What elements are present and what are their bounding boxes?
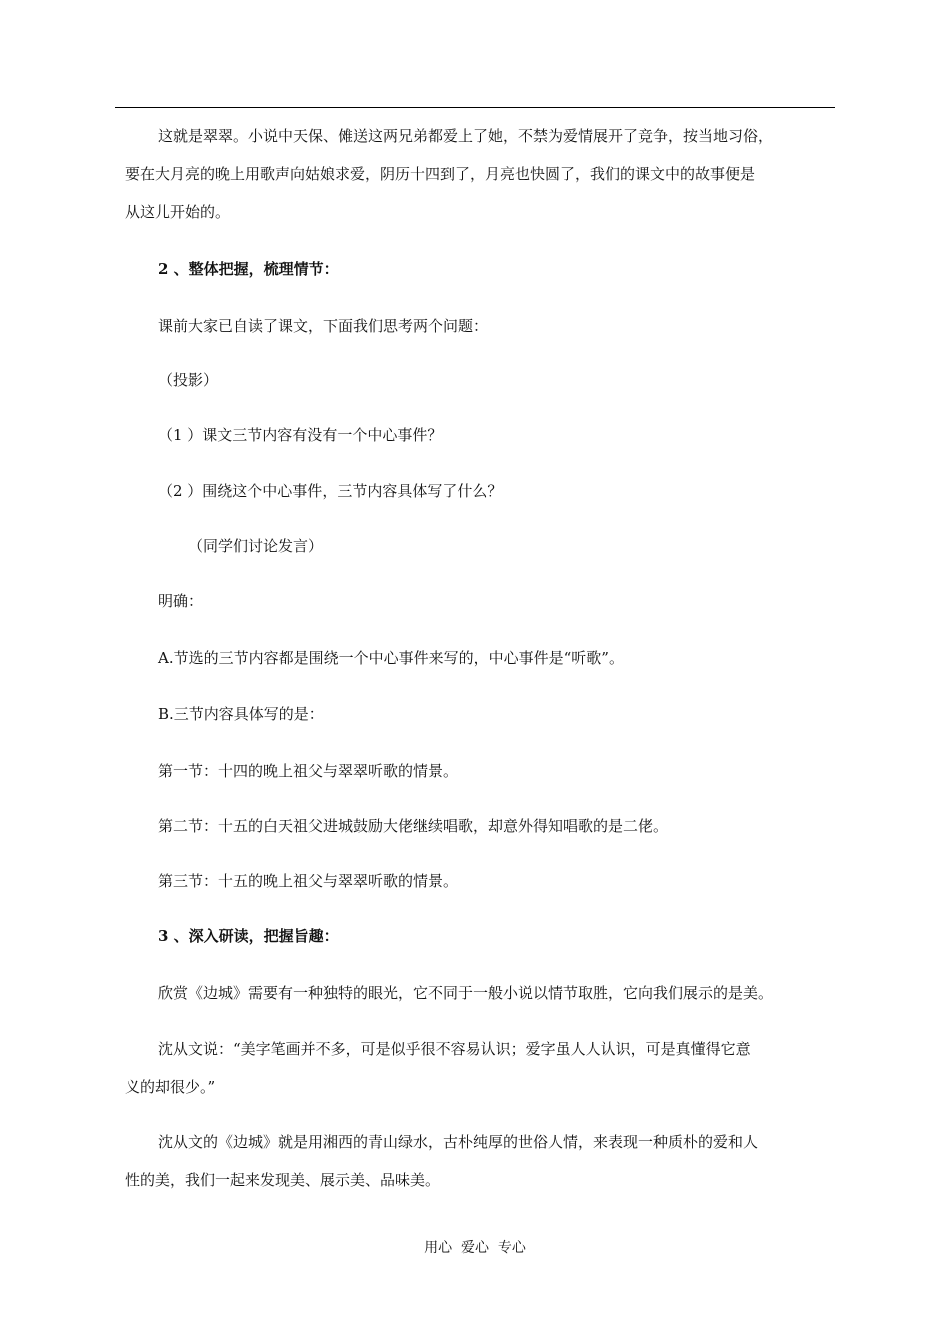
projection-note: （投影） bbox=[158, 371, 219, 389]
paragraph-5-line-1: 沈从文的《边城》就是用湘西的青山绿水，古朴纯厚的世俗人情，来表现一种质朴的爱和人 bbox=[158, 1133, 759, 1151]
paragraph-1-line-3: 从这儿开始的。 bbox=[125, 203, 231, 221]
paragraph-2: 课前大家已自读了课文，下面我们思考两个问题： bbox=[158, 317, 489, 335]
paragraph-1-line-2: 要在大月亮的晚上用歌声向姑娘求爱，阴历十四到了，月亮也快圆了，我们的课文中的故事便是 bbox=[125, 165, 756, 183]
paragraph-5-line-2: 性的美，我们一起来发现美、展示美、品味美。 bbox=[125, 1171, 441, 1189]
paragraph-1-line-1: 这就是翠翠。小说中天保、傩送这两兄弟都爱上了她，不禁为爱情展开了竞争，按当地习俗， bbox=[158, 127, 774, 145]
section-2-summary: 第二节：十五的白天祖父进城鼓励大佬继续唱歌，却意外得知唱歌的是二佬。 bbox=[158, 817, 669, 835]
paragraph-3: 欣赏《边城》需要有一种独特的眼光，它不同于一般小说以情节取胜，它向我们展示的是美。 bbox=[158, 984, 774, 1002]
section-1-summary: 第一节：十四的晚上祖父与翠翠听歌的情景。 bbox=[158, 762, 459, 780]
page-footer: 用心 爱心 专心 bbox=[424, 1240, 526, 1256]
answer-b: B.三节内容具体写的是： bbox=[158, 705, 324, 723]
header-rule bbox=[115, 107, 835, 108]
paragraph-4-line-2: 义的却很少。” bbox=[125, 1078, 216, 1096]
clarify-label: 明确： bbox=[158, 592, 204, 610]
question-2: （2 ）围绕这个中心事件，三节内容具体写了什么？ bbox=[158, 482, 503, 500]
question-1: （1 ）课文三节内容有没有一个中心事件？ bbox=[158, 426, 443, 444]
answer-a: A.节选的三节内容都是围绕一个中心事件来写的，中心事件是“听歌”。 bbox=[158, 649, 624, 667]
paragraph-4-line-1: 沈从文说：“美字笔画并不多，可是似乎很不容易认识；爱字虽人人认识，可是真懂得它意 bbox=[158, 1040, 751, 1058]
discussion-note: （同学们讨论发言） bbox=[188, 537, 324, 555]
section-3-summary: 第三节：十五的晚上祖父与翠翠听歌的情景。 bbox=[158, 872, 459, 890]
section-heading-2: 2 、整体把握，梳理情节： bbox=[158, 260, 339, 278]
section-heading-3: 3 、深入研读，把握旨趣： bbox=[158, 927, 339, 945]
